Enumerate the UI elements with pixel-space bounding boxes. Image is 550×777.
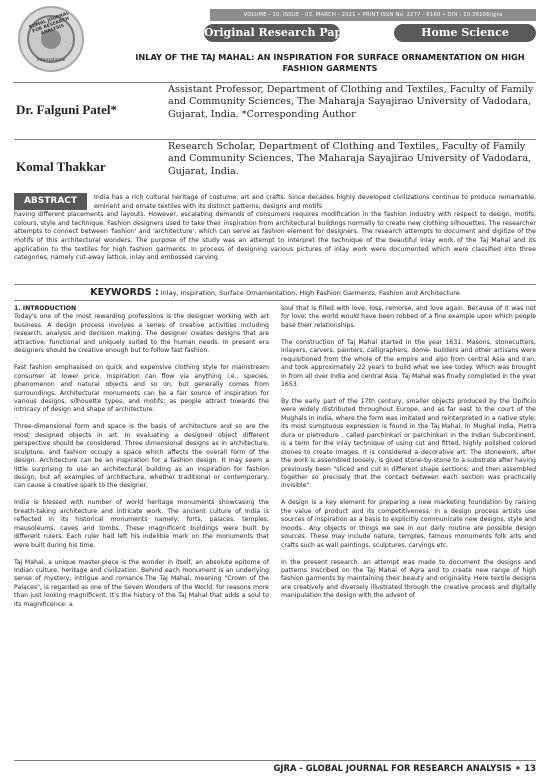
logo-text-top: KOMAL JOURNAL FOR RESEARCH ANALYSIS [28,11,71,37]
keywords-label: KEYWORDS : [90,287,159,298]
abstract-first-line: India has a rich cultural heritage of costume, art and crafts. Since decades highly developed civilizations continue to produce remarkable, eminent and ornate textiles with its distinct patterns, designs and motifs [94,194,536,210]
divider [14,139,536,140]
section-heading: 1. INTRODUCTION [14,305,77,312]
subject-badge [394,24,536,42]
paragraph: Today's one of the most rewarding professions is the designer working with art business. A design process involves a series of creative activities including research, analysis and decision making. The designer creates designs that are attractive, functional and uniquely suited to the human needs. In present era designers should be creative enough but to follow fast fashion. [14,313,269,355]
paper-type: Original Research Paper [204,26,355,39]
journal-logo [18,6,84,72]
divider [14,284,536,285]
journal-meta-bar [210,9,536,21]
paragraph: Fast fashion emphasised on quick and expensive clothing style for mainstream consumer at lower price. Inspiration can flow via anything i.e., species, phenomenon and natural objects and so on, but generally comes from surroundings. Architectural monuments can be a fair source of inspiration for various designs, silhouette types, and motifs; as people attract towards the intricacy of design and shape of architecture. [14,364,269,414]
page-footer: GJRA - GLOBAL JOURNAL FOR RESEARCH ANALYSIS ✶ 13 [273,763,536,773]
keywords-text: Inlay, Inspiration, Surface Ornamentation, High Fashion Garments, Fashion and Architecture [160,289,460,297]
journal-meta: VOLUME - 10, ISSUE - 03, MARCH - 2021 • PRINT ISSN No. 2277 - 8160 • DOI : 10.36106/gjra [243,12,503,18]
author-row [14,139,536,193]
abstract [14,194,536,263]
subject: Home Science [421,26,509,39]
paragraph: Three-dimensional form and space is the basis of architecture and so are the most designed objects in art. In evaluating a designed object different perspective should be considered. Three dimensional designs as in architecture, sculpture, and fashion occupy a space which affects the overall form of the design. Architecture can be an inspiration for a fashion design. It may seem a little surprising to use an architectural building as an inspiration for fashion design, but all examples of architecture, whether traditional or contemporary, can cause a creative spark to the designer. [14,423,269,490]
logo-text-bottom: International [36,58,66,63]
paragraph: By the early part of the 17th century, smaller objects produced by the Opificio were widely distributed throughout Europe, and as far east to the court of the Mughals in India, where the form was imitated and reinterpreted in a native style; its most sumptuous expression is found in the Taj Mahal. In Mughal India, Pietra dura or pietredure , called parchinkari or parchinkari in the Indian Subcontinent, is a term for the inlay technique of using cut and fitted, highly polished colored stones to create images. It is considered a decorative art. The stonework, after the work is assembled loosely, is glued stone-by-stone to a substrate after having previously been "sliced and cut in different shape sections; and then assembled together so precisely that the contact between each section was practically invisible". [281,397,536,490]
divider [14,300,536,301]
author-name: Dr. Falguni Patel* [16,102,117,117]
author-block [14,82,536,193]
abstract-label: ABSTRACT [23,196,78,206]
author-affiliation: Assistant Professor, Department of Clothing and Textiles, Faculty of Family and Community Sciences, The Maharaja Sayajirao University of Vadodara, Gujarat, India. *Corresponding Author [168,84,534,120]
paper-type-badge [204,24,355,42]
body-column-left [14,305,269,618]
author-affiliation: Research Scholar, Department of Clothing and Textiles, Faculty of Family and Community Sciences, The Maharaja Sayajirao University of Vadodara, Gujarat, India. [168,141,532,177]
keywords [0,287,550,298]
paper-title: INLAY OF THE TAJ MAHAL: AN INSPIRATION FOR SURFACE ORNAMENTATION ON HIGH FASHION GARMENTS [135,52,525,73]
paragraph: soul that is filled with love, loss, remorse, and love again. Because of it was not for love; the world would have been robbed of a fine example upon which people base their relationships. [281,305,536,329]
paragraph: A design is a key element for preparing a new marketing foundation by raising the value of product and its competitiveness. In a design process artists use sources of inspiration as a basis to explicitly communicate new designs, style and moods.. Any objects or things we see in our daily routine are possible design sources. These may include nature, temples, famous monuments folk arts and crafts such as wall paintings, sculptures, carvings etc. [281,499,536,549]
paragraph: In the present research, an attempt was made to document the designs and patterns inscribed on the Taj Mahal of Agra and to create new range of high fashion garments by maintaining their beauty and originality. Here textile designs are creatively and diversely illustrated through the creative process and digitally manipulation the design with the advent of [281,558,536,600]
divider [14,760,536,761]
paragraph: The construction of Taj Mahal started in the year 1631. Masons, stonecutters, inlayers, carvers, painters, calligraphers, dome- builders and other artisans were requisitioned from the whole of the empire and also from central Asia and Iran, and took approximately 22 years to build what we see today. Which was brought in from all over India and central Asia. Taj Mahal was finally completed in the year 1653. [281,338,536,389]
abstract-body: having different placements and layouts. However, escalating demands of consumers requires modification in the fashion industry with respect to design, motifs, colours, style and technique. Fashion designers used to take their inspiration from architectural buildings normally to create new clothing silhouettes. The researcher attempts to connect between 'fashion' and 'architecture', which can serve as fashion element for designers. The research attempts to document and digitize of the motifs of this architectural wonders. The purpose of the study was an attempt to interpret the technique of the beautiful inlay work of the Taj Mahal and its application to the textiles for high fashion garments. In process of designing various pictures of inlay work were documented which were classified into three categories, namely cut-away lattice, inlay and embossed carving. [14,211,536,262]
paragraph: Taj Mahal, a unique master-piece is the wonder in itself, an absolute epitome of Indian culture, heritage and civilization. Behind each monument is an underlying sense of mystery, intrigue and romance.The Taj Mahal, meaning "Crown of the Palaces", is regarded as one of the Seven Wonders of the World, for reasons more than just looking magnificent. It's the history of the Taj Mahal that adds a soul to its magnificence: a [14,558,269,608]
paragraph: India is blessed with number of world heritage monuments showcasing the breath-taking architecture and intricate work. The ancient culture of India is reflected in its historical monuments namely; forts, palaces, temples, mausoleums, caves and tombs. These magnificent buildings were built by different rulers. Each ruler had left his indelible mark on the monuments that were built during his time. [14,499,269,549]
divider [14,82,536,83]
body-column-right [281,305,536,609]
author-name: Komal Thakkar [16,159,106,174]
author-row [14,82,536,136]
